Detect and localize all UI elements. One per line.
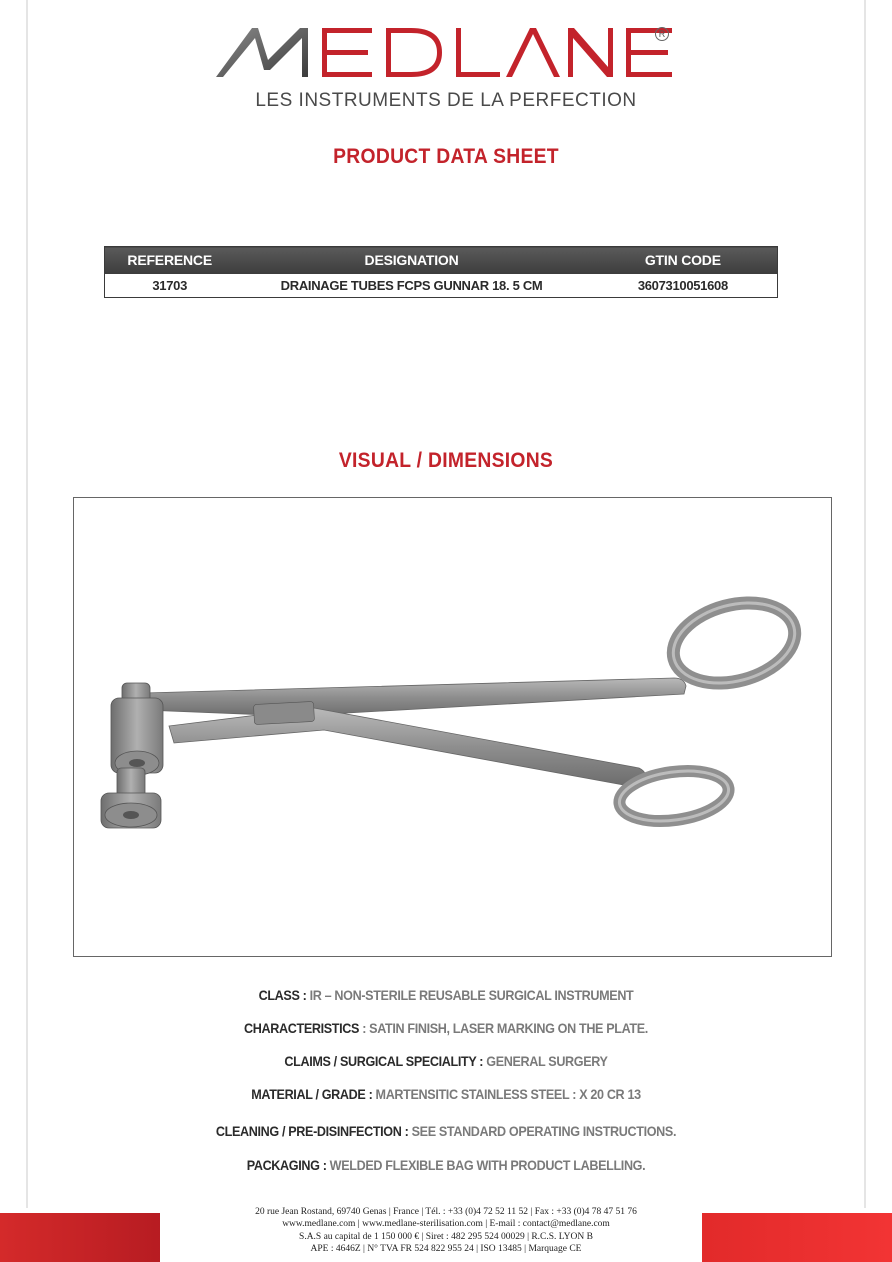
spec-label: CLEANING / PRE-DISINFECTION : — [215, 1123, 409, 1139]
spec-value: SEE STANDARD OPERATING INSTRUCTIONS. — [408, 1123, 677, 1139]
product-sheet-title: PRODUCT DATA SHEET — [333, 145, 559, 168]
header-designation: DESIGNATION — [234, 247, 588, 274]
footer-line-address: 20 rue Jean Rostand, 69740 Genas | France | Tél. : +33 (0)4 72 52 11 52 | Fax : +33 (0)4 78 47 51 76 — [255, 1207, 637, 1217]
cell-designation: DRAINAGE TUBES FCPS GUNNAR 18. 5 CM — [234, 274, 588, 298]
footer-line-certs: APE : 4646Z | N° TVA FR 524 822 955 24 | ISO 13485 | Marquage CE — [310, 1243, 582, 1254]
spec-value: GENERAL SURGERY — [483, 1053, 608, 1069]
product-image-frame — [73, 497, 832, 957]
table-header-row — [105, 247, 778, 274]
table-row — [105, 274, 778, 298]
spec-characteristics — [45, 1017, 848, 1050]
header-gtin: GTIN CODE — [589, 247, 778, 274]
medlane-wordmark — [216, 20, 676, 88]
footer-line-web: www.medlane.com | www.medlane-sterilisation.com | E-mail : contact@medlane.com — [282, 1219, 610, 1230]
brand-tagline: LES INSTRUMENTS DE LA PERFECTION — [255, 90, 637, 111]
spec-label: PACKAGING : — [246, 1157, 327, 1173]
reference-table — [104, 246, 778, 298]
spec-label: CLAIMS / SURGICAL SPECIALITY : — [284, 1053, 484, 1069]
spec-class — [45, 984, 848, 1017]
cell-gtin: 3607310051608 — [589, 274, 778, 298]
spec-packaging — [45, 1154, 848, 1187]
spec-label: MATERIAL / GRADE : — [251, 1086, 373, 1102]
specifications-list — [0, 984, 892, 1187]
forceps-image — [74, 498, 831, 956]
spec-value: MARTENSITIC STAINLESS STEEL : X 20 CR 13 — [372, 1086, 641, 1102]
spec-material — [45, 1083, 848, 1116]
spec-value: : SATIN FINISH, LASER MARKING ON THE PLATE. — [359, 1020, 648, 1036]
header-reference: REFERENCE — [105, 247, 235, 274]
footer-address — [0, 1206, 892, 1255]
spec-label: CLASS : — [258, 987, 307, 1003]
visual-dimensions-title: VISUAL / DIMENSIONS — [338, 449, 554, 472]
spec-claims — [45, 1050, 848, 1083]
spec-label: CHARACTERISTICS — [244, 1020, 360, 1036]
cell-reference: 31703 — [105, 274, 235, 298]
spec-value: WELDED FLEXIBLE BAG WITH PRODUCT LABELLING. — [326, 1157, 646, 1173]
spec-value: IR – NON-STERILE REUSABLE SURGICAL INSTRUMENT — [306, 987, 634, 1003]
footer-line-legal: S.A.S au capital de 1 150 000 € | Siret : 482 295 524 00029 | R.C.S. LYON B — [299, 1231, 593, 1242]
spec-cleaning — [45, 1116, 848, 1154]
registered-mark: R — [655, 27, 669, 41]
